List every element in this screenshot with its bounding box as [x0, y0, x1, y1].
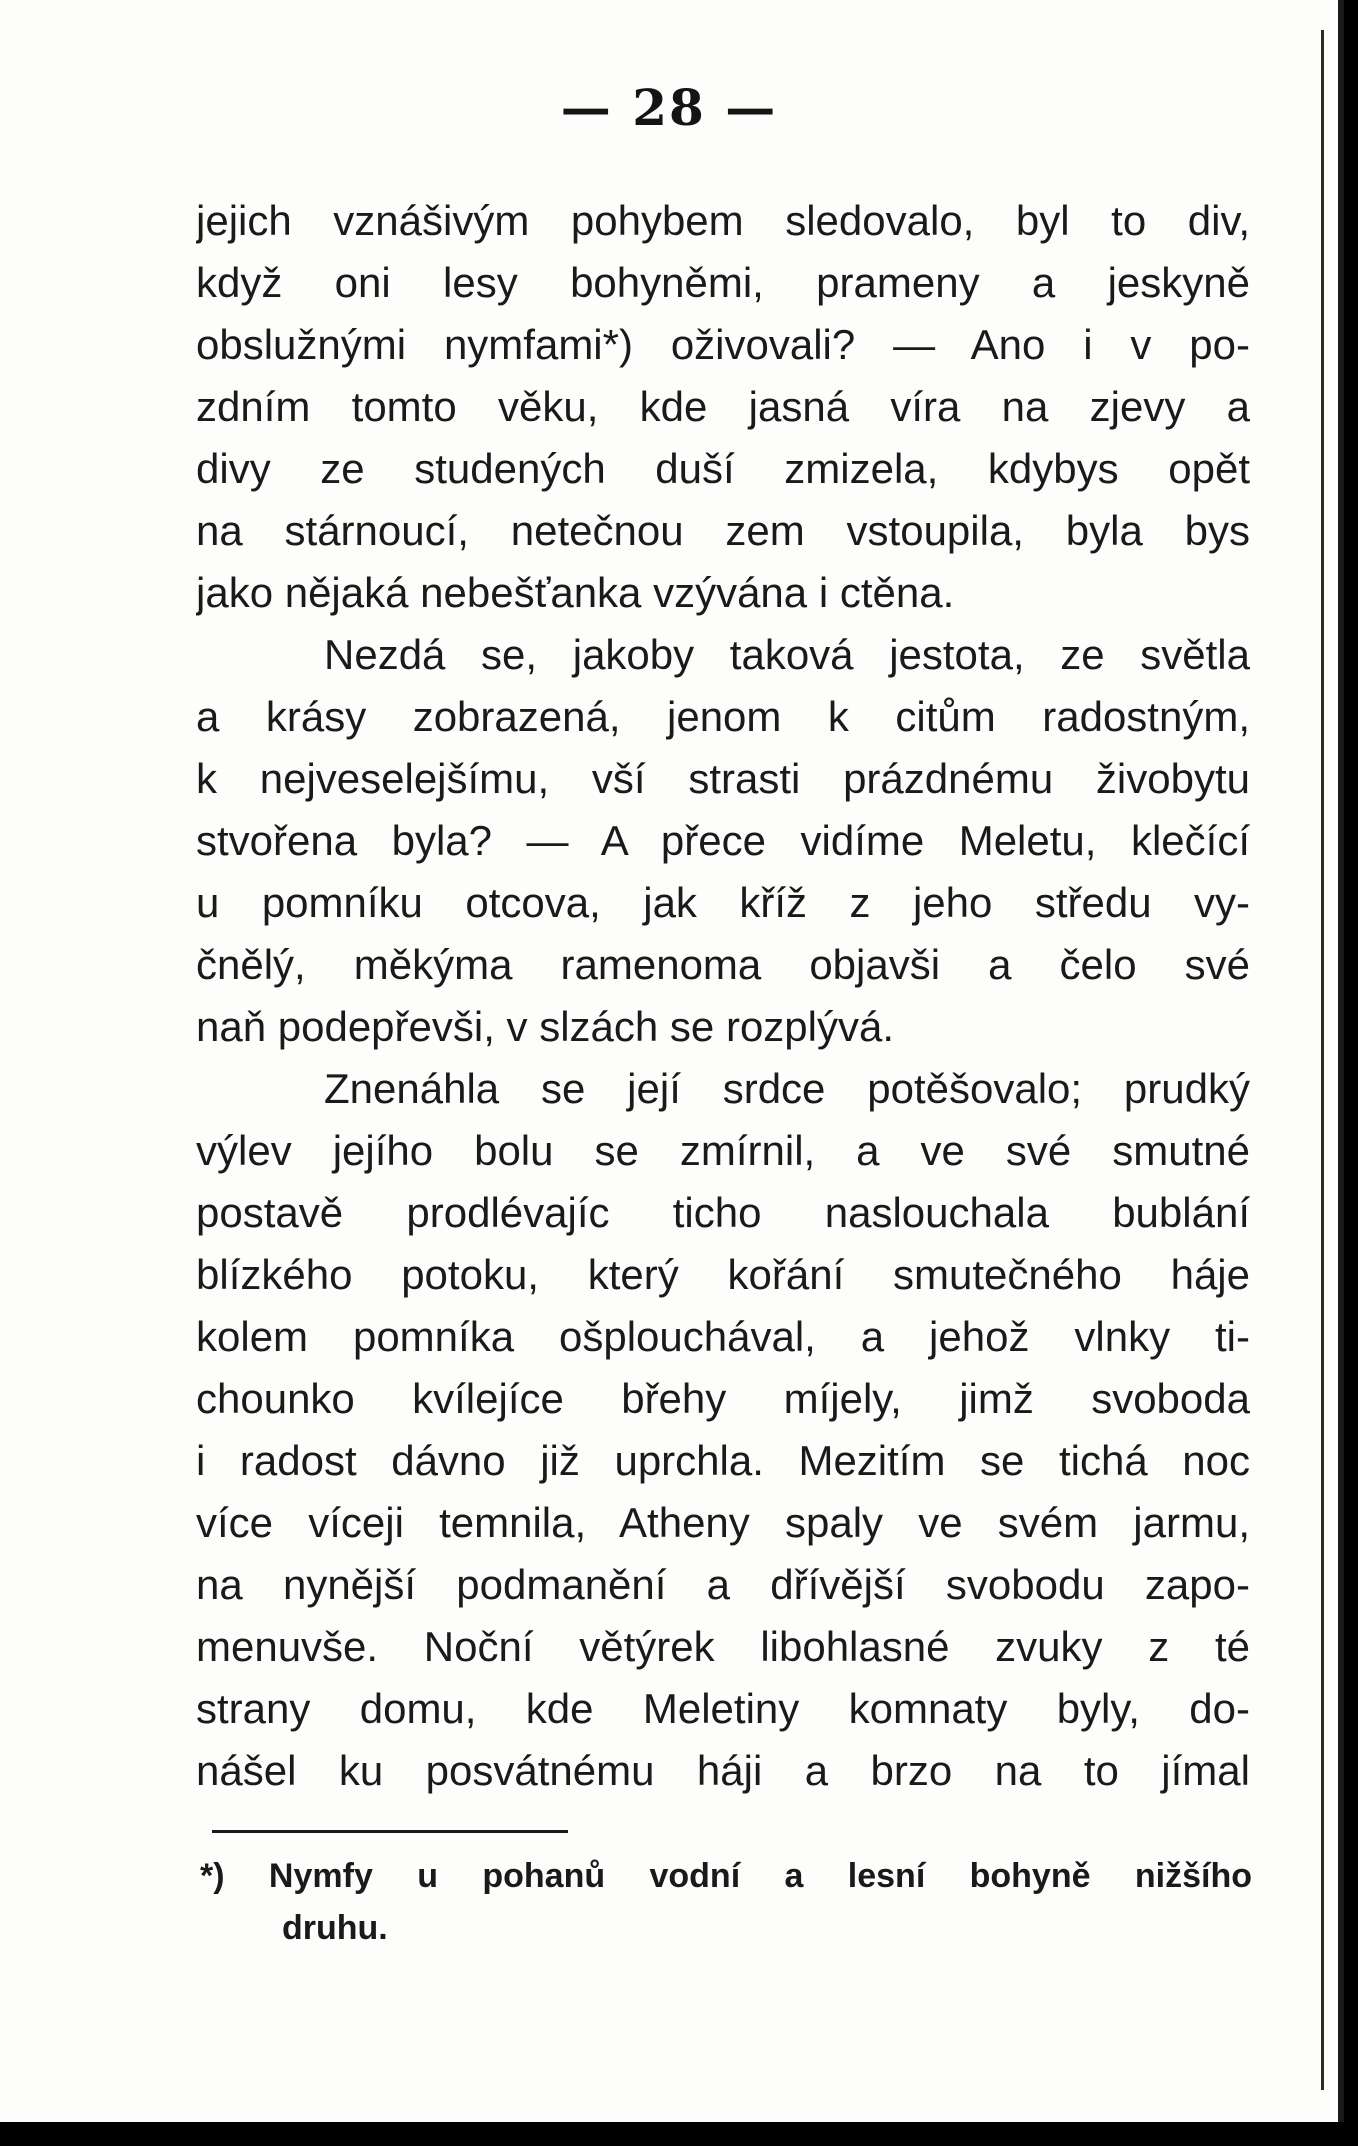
text-line: k nejveselejšímu, vší strasti prázdnému živobytu — [196, 755, 1250, 802]
body-text — [196, 190, 1250, 1802]
paragraph-start-line: Znenáhla se její srdce potěšovalo; prudký — [324, 1065, 1250, 1112]
paragraph-start-line: Nezdá se, jakoby taková jestota, ze světla — [324, 631, 1250, 678]
text-line: stvořena byla? — A přece vidíme Meletu, klečící — [196, 817, 1250, 864]
text-line: menuvše. Noční větýrek libohlasné zvuky z té — [196, 1623, 1250, 1670]
text-line: naň podepřevši, v slzách se rozplývá. — [196, 1003, 895, 1050]
text-line: čnělý, měkýma ramenoma objavši a čelo své — [196, 941, 1250, 988]
text-line: a krásy zobrazená, jenom k citům radostným, — [196, 693, 1250, 740]
text-line: nášel ku posvátnému háji a brzo na to jímal — [196, 1747, 1250, 1794]
text-line: více víceji temnila, Atheny spaly ve svém jarmu, — [196, 1499, 1250, 1546]
page-number: — 28 — — [560, 78, 778, 137]
text-line: výlev jejího bolu se zmírnil, a ve své smutné — [196, 1127, 1250, 1174]
text-line: obslužnými nymfami*) oživovali? — Ano i v po- — [196, 321, 1250, 368]
page-edge-line — [1321, 30, 1324, 2090]
text-line: když oni lesy bohyněmi, prameny a jeskyně — [196, 259, 1250, 306]
footnote-rule — [212, 1830, 568, 1833]
text-line: jako nějaká nebešťanka vzývána i ctěna. — [196, 569, 955, 616]
text-line: na stárnoucí, netečnou zem vstoupila, byla bys — [196, 507, 1250, 554]
footnote-line: *) Nymfy u pohanů vodní a lesní bohyně nižšího — [200, 1857, 1252, 1895]
text-line: divy ze studených duší zmizela, kdybys opět — [196, 445, 1250, 492]
footnote-line: druhu. — [282, 1909, 388, 1947]
text-line: strany domu, kde Meletiny komnaty byly, do- — [196, 1685, 1250, 1732]
text-line: chounko kvílejíce břehy míjely, jimž svoboda — [196, 1375, 1250, 1422]
text-line: u pomníku otcova, jak kříž z jeho středu vy- — [196, 879, 1250, 926]
text-line: postavě prodlévajíc ticho naslouchala bublání — [196, 1189, 1250, 1236]
text-line: zdním tomto věku, kde jasná víra na zjevy a — [196, 383, 1250, 430]
text-line: jejich vznášivým pohybem sledovalo, byl to div, — [196, 197, 1250, 244]
footnote — [200, 1850, 1252, 1954]
text-line: na nynější podmanění a dřívější svobodu zapo- — [196, 1561, 1250, 1608]
text-line: kolem pomníka ošplouchával, a jehož vlnky ti- — [196, 1313, 1250, 1360]
text-line: blízkého potoku, který kořání smutečného háje — [196, 1251, 1250, 1298]
text-line: i radost dávno již uprchla. Mezitím se tichá noc — [196, 1437, 1250, 1484]
